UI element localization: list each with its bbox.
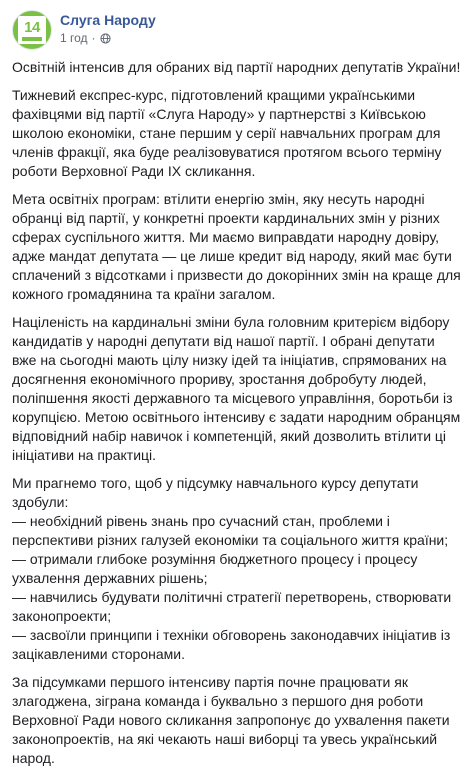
post-paragraph xyxy=(12,474,459,664)
post-text-line: — навчились будувати політичні стратегії перетворень, створювати xyxy=(12,589,452,605)
header-text xyxy=(60,10,156,46)
post-text-line: Тижневий експрес-курс, підготовлений кращими українськими xyxy=(12,87,416,103)
post-header xyxy=(12,10,459,56)
post-text-line: сферах суспільного життя. Ми маємо виправдати народну довіру, xyxy=(12,229,440,245)
post-text-line: здобули: xyxy=(12,494,69,510)
post-text-line: відповідний набір навичок і компетенцій, який дозволить втілити ці xyxy=(12,428,447,444)
post-text-line: роботи Верховної Ради IX скликання. xyxy=(12,163,256,179)
post-text-line: — необхідний рівень знань про сучасний стан, проблеми і xyxy=(12,513,390,529)
avatar-stripe xyxy=(22,37,42,41)
post-text-line: кожного громадянина та країни загалом. xyxy=(12,286,276,302)
post-text-line: адже мандат депутата — це лише кредит від народу, який має бути xyxy=(12,248,452,264)
post-text-line: законопроекти; xyxy=(12,608,112,624)
post-text-line: обранці від партії, у конкретні проекти кардинальних змін у різних xyxy=(12,210,440,226)
post-text-line: ухвалення державних рішень; xyxy=(12,570,208,586)
post-text-line: Мета освітніх програм: втілити енергію змін, яку несуть народні xyxy=(12,191,425,207)
globe-icon[interactable] xyxy=(100,33,111,44)
post-text-line: народ. xyxy=(12,750,55,766)
post-text-line: зацікавленими сторонами. xyxy=(12,646,185,662)
party-logo-icon xyxy=(18,16,46,44)
avatar-number: 14 xyxy=(24,18,40,36)
post-paragraph xyxy=(12,58,459,77)
post-text-line: За підсумками першого інтенсиву партія почне працювати як xyxy=(12,674,408,690)
post-text-line: кандидатів у народні депутати від нашої партії. І обрані депутати xyxy=(12,333,435,349)
post-text-line: законопроектів, на які чекають наші виборці та увесь український xyxy=(12,731,438,747)
post-text-line: досягнення економічного прориву, зростання добробуту людей, xyxy=(12,371,427,387)
post-text-line: поліпшення якості державного та місцевого управління, боротьби із xyxy=(12,390,453,406)
page-avatar[interactable] xyxy=(12,10,52,50)
post-paragraph xyxy=(12,86,459,181)
post-text-line: сплачений з відсотками і призвести до докорінних змін на краще для xyxy=(12,267,461,283)
post-text-line: Верховної Ради нового скликання запропонує до ухвалення пакети xyxy=(12,712,450,728)
meta-separator: · xyxy=(91,31,96,45)
post-text-line: фахівцями від партії «Слуга Народу» у партнерстві з Київською xyxy=(12,106,426,122)
post-meta xyxy=(60,30,156,46)
post-text-line: перспективи різних галузей економіки та соціального життя країни; xyxy=(12,532,449,548)
page-name-link[interactable]: Слуга Народу xyxy=(60,12,156,28)
post-text-line: Ми прагнемо того, щоб у підсумку навчального курсу депутати xyxy=(12,475,419,491)
post-text-line: — отримали глибоке розуміння бюджетного процесу і процесу xyxy=(12,551,418,567)
post-text-line: школою економіки, стане першим у серії навчальних програм для xyxy=(12,125,441,141)
post-paragraph xyxy=(12,190,459,304)
post-text-line: — засвоїли принципи і техніки обговорень законодавчих ініціатив із xyxy=(12,627,451,643)
post-text-line: Освітній інтенсив для обраних від партії народних депутатів України! xyxy=(12,59,461,75)
post-timestamp[interactable]: 1 год xyxy=(60,31,88,45)
post-text-line: ініціативи на практиці. xyxy=(12,447,157,463)
post-text-line: членів фракції, яка буде реалізовуватися протягом всього терміну xyxy=(12,144,442,160)
post-body xyxy=(12,58,459,768)
post-paragraph xyxy=(12,313,459,465)
post-text-line: злагоджена, зіграна команда і буквально з першого дня роботи xyxy=(12,693,424,709)
post-text-line: корупцією. Метою освітнього інтенсиву є задати народним обранцям xyxy=(12,409,461,425)
post-text-line: Націленість на кардинальні зміни була головним критерієм відбору xyxy=(12,314,450,330)
post-text-line: вже на сьогодні мають цілу низку ідей та ініціатив, спрямованих на xyxy=(12,352,447,368)
